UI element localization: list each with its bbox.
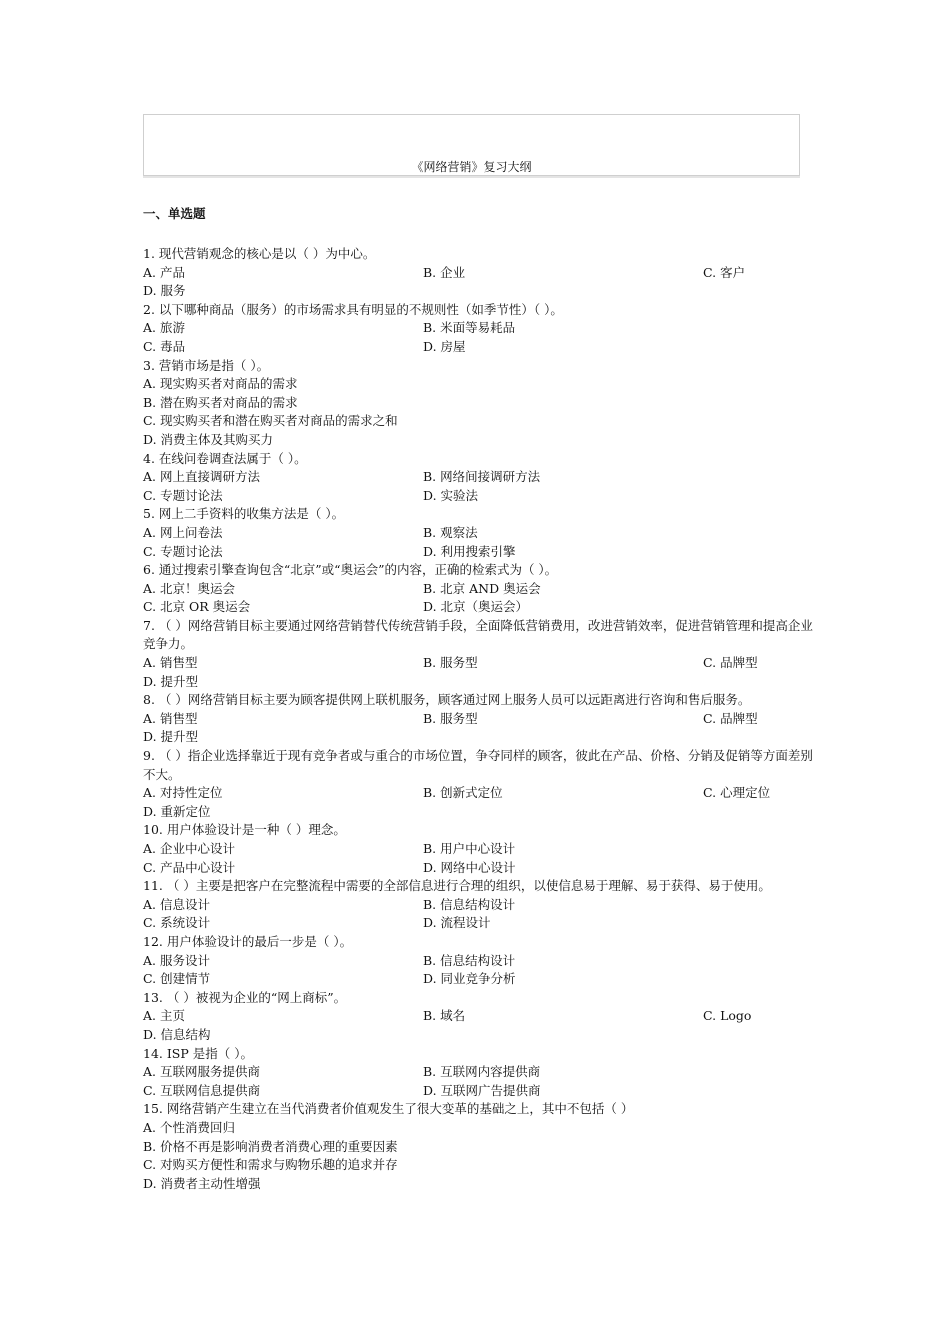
- option: C. 专题讨论法: [143, 487, 223, 503]
- option: B. 信息结构设计: [423, 896, 516, 912]
- option-row: [143, 859, 813, 878]
- document-title: 《网络营销》复习大纲: [411, 160, 532, 174]
- option-row: [143, 1175, 813, 1194]
- option-row: [143, 282, 813, 301]
- option-row: [143, 896, 813, 915]
- option: A. 现实购买者对商品的需求: [143, 376, 298, 392]
- option-row: [143, 654, 813, 673]
- option-row: [143, 914, 813, 933]
- option: B. 互联网内容提供商: [423, 1064, 541, 1080]
- question-stem: 8. （ ）网络营销目标主要为顾客提供网上联机服务，顾客通过网上服务人员可以远距离进行咨询和售后服务。: [143, 692, 751, 708]
- question-stem: 9. （ ）指企业选择靠近于现有竞争者或与重合的市场位置，争夺同样的顾客，彼此在产品、价格、分销及促销等方面差别不大。: [143, 748, 813, 782]
- option: C. 系统设计: [143, 915, 211, 931]
- question-stem: 2. 以下哪种商品（服务）的市场需求具有明显的不规则性（如季节性）（ ）。: [143, 301, 563, 317]
- option: C. 品牌型: [703, 655, 758, 671]
- option: B. 网络间接调研方法: [423, 469, 541, 485]
- option-row: [143, 431, 813, 450]
- option: B. 企业: [423, 264, 466, 280]
- option: C. 北京 OR 奥运会: [143, 599, 251, 615]
- option: D. 消费者主动性增强: [143, 1175, 261, 1191]
- option-row: [143, 784, 813, 803]
- option: A. 北京！奥运会: [143, 580, 235, 596]
- option-row: [143, 319, 813, 338]
- option: D. 提升型: [143, 673, 199, 689]
- question-stem: 12. 用户体验设计的最后一步是（ ）。: [143, 933, 353, 949]
- option-row: [143, 952, 813, 971]
- option-row: [143, 728, 813, 747]
- option: D. 服务: [143, 283, 186, 299]
- question-list: [143, 245, 813, 1193]
- option-row: [143, 412, 813, 431]
- option: B. 信息结构设计: [423, 952, 516, 968]
- option: B. 潜在购买者对商品的需求: [143, 394, 298, 410]
- option: C. 对购买方便性和需求与购物乐趣的追求并存: [143, 1157, 398, 1173]
- option-row: [143, 598, 813, 617]
- question-stem: 5. 网上二手资料的收集方法是（ ）。: [143, 506, 345, 522]
- option: C. 品牌型: [703, 710, 758, 726]
- option-row: [143, 524, 813, 543]
- option-row: [143, 394, 813, 413]
- option: D. 北京（奥运会）: [423, 599, 529, 615]
- question-stem: 6. 通过搜索引擎查询包含“北京”或“奥运会”的内容，正确的检索式为（ ）。: [143, 562, 558, 578]
- option: C. 毒品: [143, 338, 186, 354]
- option-row: [143, 375, 813, 394]
- option-row: [143, 580, 813, 599]
- option: B. 域名: [423, 1008, 466, 1024]
- option: A. 销售型: [143, 710, 198, 726]
- option: A. 个性消费回归: [143, 1119, 235, 1135]
- option: A. 网上直接调研方法: [143, 469, 260, 485]
- option-row: [143, 1063, 813, 1082]
- option-row: [143, 1119, 813, 1138]
- option: D. 提升型: [143, 729, 199, 745]
- option: A. 服务设计: [143, 952, 210, 968]
- option: A. 网上问卷法: [143, 524, 223, 540]
- option: C. 创建情节: [143, 971, 211, 987]
- option: B. 米面等易耗品: [423, 320, 516, 336]
- title-box: [143, 114, 800, 176]
- option: B. 北京 AND 奥运会: [423, 580, 541, 596]
- option-row: [143, 840, 813, 859]
- option: B. 观察法: [423, 524, 478, 540]
- section-heading: 一、单选题: [143, 206, 206, 221]
- question-stem: 13. （ ）被视为企业的“网上商标”。: [143, 989, 347, 1005]
- option: A. 产品: [143, 264, 185, 280]
- option: B. 创新式定位: [423, 785, 503, 801]
- option: A. 销售型: [143, 655, 198, 671]
- option-row: [143, 673, 813, 692]
- option: A. 对持性定位: [143, 785, 223, 801]
- option: D. 实验法: [423, 487, 479, 503]
- option: C. 客户: [703, 264, 746, 280]
- option: D. 利用搜索引擎: [423, 543, 516, 559]
- option: D. 消费主体及其购买力: [143, 431, 274, 447]
- option: B. 服务型: [423, 710, 478, 726]
- question-stem: 11. （ ）主要是把客户在完整流程中需要的全部信息进行合理的组织，以使信息易于理解、易于获得、易于使用。: [143, 878, 771, 894]
- option: C. 现实购买者和潜在购买者对商品的需求之和: [143, 413, 398, 429]
- question-stem: 4. 在线问卷调查法属于（ ）。: [143, 450, 307, 466]
- option: C. 产品中心设计: [143, 859, 236, 875]
- option: D. 网络中心设计: [423, 859, 516, 875]
- option-row: [143, 543, 813, 562]
- option: D. 同业竞争分析: [423, 971, 516, 987]
- option: B. 服务型: [423, 655, 478, 671]
- option-row: [143, 1138, 813, 1157]
- question-stem: 15. 网络营销产生建立在当代消费者价值观发生了很大变革的基础之上，其中不包括（ ）: [143, 1101, 634, 1117]
- option: B. 用户中心设计: [423, 841, 516, 856]
- option: A. 企业中心设计: [143, 841, 235, 856]
- option: C. 专题讨论法: [143, 543, 223, 559]
- option-row: [143, 803, 813, 822]
- option-row: [143, 487, 813, 506]
- option-row: [143, 1026, 813, 1045]
- option: C. Logo: [703, 1008, 752, 1024]
- option-row: [143, 1082, 813, 1101]
- question-stem: 10. 用户体验设计是一种（ ）理念。: [143, 822, 346, 838]
- option-row: [143, 338, 813, 357]
- option: D. 互联网广告提供商: [423, 1082, 541, 1098]
- question-stem: 1. 现代营销观念的核心是以（ ）为中心。: [143, 246, 376, 261]
- option: D. 房屋: [423, 338, 466, 354]
- question-stem: 3. 营销市场是指（ ）。: [143, 357, 270, 373]
- option-row: [143, 970, 813, 989]
- option: D. 流程设计: [423, 915, 491, 931]
- option: A. 旅游: [143, 320, 185, 336]
- option: A. 互联网服务提供商: [143, 1064, 260, 1080]
- option: C. 心理定位: [703, 785, 771, 801]
- option: A. 主页: [143, 1008, 185, 1024]
- option-row: [143, 468, 813, 487]
- option-row: [143, 1156, 813, 1175]
- option: D. 信息结构: [143, 1026, 211, 1042]
- option: B. 价格不再是影响消费者消费心理的重要因素: [143, 1138, 398, 1154]
- question-stem: 14. ISP 是指（ ）。: [143, 1045, 253, 1061]
- option: A. 信息设计: [143, 896, 210, 912]
- option-row: [143, 1007, 813, 1026]
- option: C. 互联网信息提供商: [143, 1082, 261, 1098]
- question-stem: 7. （ ）网络营销目标主要通过网络营销替代传统营销手段，全面降低营销费用，改进营销效率，促进营销管理和提高企业竞争力。: [143, 617, 813, 652]
- option-row: [143, 710, 813, 729]
- option: D. 重新定位: [143, 803, 211, 819]
- option-row: [143, 264, 813, 283]
